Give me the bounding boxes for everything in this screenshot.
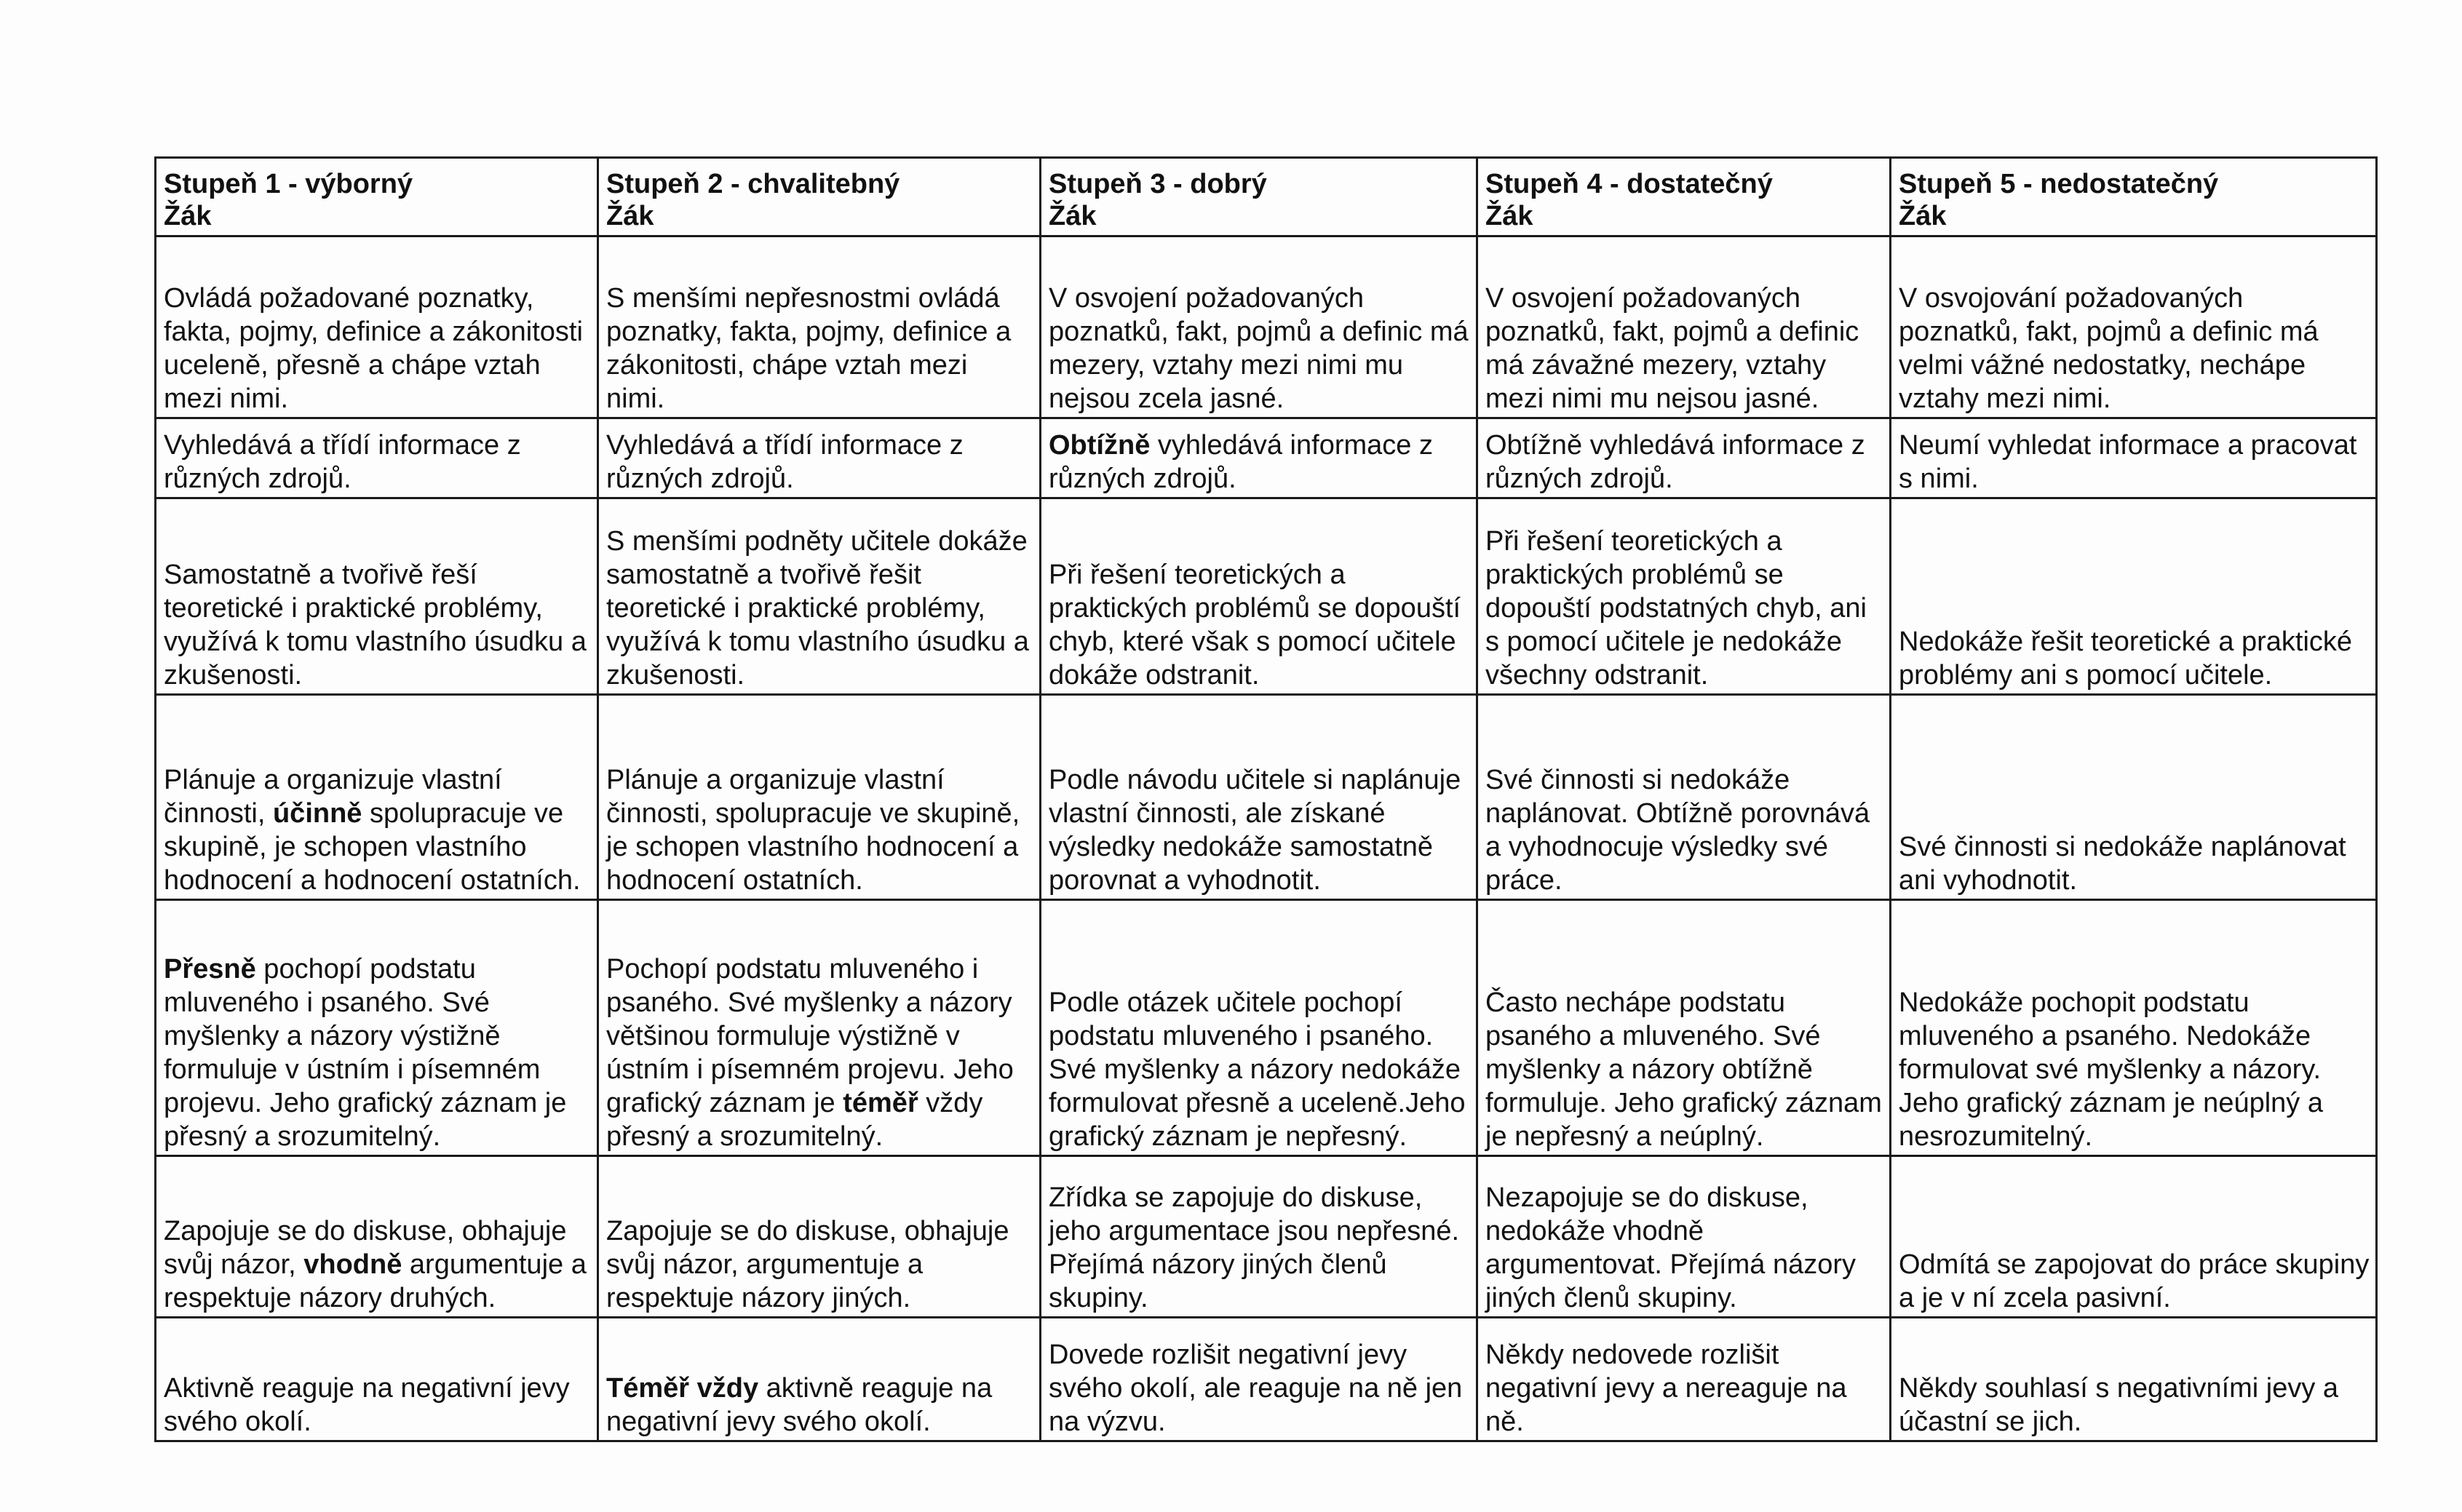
cell-text: pochopí podstatu mluveného i psaného. Své myšlenky a názory výstižně formuluje v ústním i písemném projevu. Jeho grafický záznam je přesný a srozumitelný. (164, 954, 567, 1152)
rubric-cell-grade-1 (156, 1318, 598, 1441)
cell-text: spolupracuje ve skupině, je schopen vlastního hodnocení a hodnocení ostatních. (164, 798, 581, 896)
grade-title: Stupeň 3 - dobrý (1049, 169, 1267, 199)
cell-text: Dovede rozlišit negativní jevy svého okolí, ale reaguje na ně jen na výzvu. (1049, 1340, 1463, 1437)
rubric-cell-grade-2 (598, 236, 1041, 418)
cell-text: vyhledává informace z různých zdrojů. (1049, 430, 1433, 494)
cell-text: Nezapojuje se do diskuse, nedokáže vhodně argumentovat. Přejímá názory jiných členů skupiny. (1485, 1182, 1857, 1313)
emphasized-text: účinně (272, 798, 362, 829)
rubric-cell-grade-5 (1891, 418, 2377, 498)
rubric-row-knowledge (156, 236, 2377, 418)
grade-subtitle: Žák (164, 201, 212, 231)
grading-rubric-table (154, 156, 2378, 1442)
cell-text: V osvojování požadovaných poznatků, fakt, pojmů a definic má velmi vážné nedostatky, nechápe vztahy mezi nimi. (1899, 283, 2319, 414)
emphasized-text: téměř (843, 1088, 918, 1118)
grade-subtitle: Žák (606, 201, 654, 231)
rubric-cell-grade-2 (598, 695, 1041, 900)
rubric-cell-grade-2 (598, 418, 1041, 498)
rubric-cell-grade-4 (1477, 900, 1891, 1156)
grade-title: Stupeň 5 - nedostatečný (1899, 169, 2219, 199)
cell-text: Pochopí podstatu mluveného i psaného. Své myšlenky a názory většinou formuluje výstižně v ústním i písemném projevu. Jeho grafický záznam je (606, 954, 1014, 1118)
rubric-body (156, 236, 2377, 1441)
grade-subtitle: Žák (1485, 201, 1533, 231)
cell-text: Neumí vyhledat informace a pracovat s nimi. (1899, 430, 2357, 494)
cell-text: Podle návodu učitele si naplánuje vlastní činnosti, ale získané výsledky nedokáže samostatně porovnat a vyhodnotit. (1049, 765, 1461, 896)
rubric-row-negative-phenomena (156, 1318, 2377, 1441)
rubric-cell-grade-3 (1041, 418, 1477, 498)
rubric-cell-grade-1 (156, 236, 598, 418)
cell-text: V osvojení požadovaných poznatků, fakt, pojmů a definic má závažné mezery, vztahy mezi nimi mu nejsou jasné. (1485, 283, 1859, 414)
cell-text: Odmítá se zapojovat do práce skupiny a je v ní zcela pasivní. (1899, 1249, 2370, 1313)
header-grade-4 (1477, 158, 1891, 236)
rubric-cell-grade-4 (1477, 1156, 1891, 1318)
rubric-cell-grade-5 (1891, 900, 2377, 1156)
rubric-cell-grade-5 (1891, 695, 2377, 900)
cell-text: V osvojení požadovaných poznatků, fakt, pojmů a definic má mezery, vztahy mezi nimi mu nejsou zcela jasné. (1049, 283, 1469, 414)
rubric-cell-grade-3 (1041, 695, 1477, 900)
rubric-row-discussion (156, 1156, 2377, 1318)
rubric-cell-grade-3 (1041, 1156, 1477, 1318)
cell-text: Při řešení teoretických a praktických problémů se dopouští podstatných chyb, ani s pomocí učitele je nedokáže všechny odstranit. (1485, 526, 1867, 691)
cell-text: Zapojuje se do diskuse, obhajuje svůj názor, argumentuje a respektuje názory jiných. (606, 1216, 1009, 1313)
cell-text: Nedokáže řešit teoretické a praktické problémy ani s pomocí učitele. (1899, 626, 2353, 691)
cell-text: vždy přesný a srozumitelný. (606, 1088, 983, 1152)
cell-text: aktivně reaguje na negativní jevy svého okolí. (606, 1373, 993, 1437)
emphasized-text: Obtížně (1049, 430, 1151, 461)
emphasized-text: vhodně (303, 1249, 402, 1280)
cell-text: Zapojuje se do diskuse, obhajuje svůj názor, (164, 1216, 567, 1280)
header-grade-2 (598, 158, 1041, 236)
rubric-cell-grade-1 (156, 695, 598, 900)
cell-text: Plánuje a organizuje vlastní činnosti, spolupracuje ve skupině, je schopen vlastního hodnocení a hodnocení ostatních. (606, 765, 1020, 896)
rubric-cell-grade-1 (156, 498, 598, 695)
cell-text: Samostatně a tvořivě řeší teoretické i praktické problémy, využívá k tomu vlastního úsudku a zkušenosti. (164, 560, 587, 691)
cell-text: Ovládá požadované poznatky, fakta, pojmy, definice a zákonitosti uceleně, přesně a chápe vztah mezi nimi. (164, 283, 583, 414)
rubric-cell-grade-2 (598, 1318, 1041, 1441)
cell-text: Obtížně vyhledává informace z různých zdrojů. (1485, 430, 1865, 494)
emphasized-text: Přesně (164, 954, 256, 984)
header-grade-3 (1041, 158, 1477, 236)
grade-title: Stupeň 4 - dostatečný (1485, 169, 1773, 199)
rubric-cell-grade-3 (1041, 498, 1477, 695)
cell-text: argumentuje a respektuje názory druhých. (164, 1249, 587, 1313)
rubric-cell-grade-4 (1477, 418, 1891, 498)
grade-title: Stupeň 1 - výborný (164, 169, 413, 199)
rubric-cell-grade-5 (1891, 1156, 2377, 1318)
rubric-row-problem-solving (156, 498, 2377, 695)
cell-text: Své činnosti si nedokáže naplánovat ani vyhodnotit. (1899, 832, 2346, 896)
rubric-cell-grade-3 (1041, 236, 1477, 418)
rubric-cell-grade-2 (598, 1156, 1041, 1318)
header-row (156, 158, 2377, 236)
cell-text: Podle otázek učitele pochopí podstatu mluveného i psaného. Své myšlenky a názory nedokáže formulovat přesně a uceleně.Jeho grafický záznam je nepřesný. (1049, 987, 1466, 1152)
rubric-cell-grade-2 (598, 900, 1041, 1156)
rubric-cell-grade-3 (1041, 1318, 1477, 1441)
grade-subtitle: Žák (1899, 201, 1947, 231)
cell-text: Často nechápe podstatu psaného a mluveného. Své myšlenky a názory obtížně formuluje. Jeho grafický záznam je nepřesný a neúplný. (1485, 987, 1882, 1152)
cell-text: Vyhledává a třídí informace z různých zdrojů. (164, 430, 521, 494)
rubric-cell-grade-4 (1477, 236, 1891, 418)
cell-text: S menšími podněty učitele dokáže samostatně a tvořivě řešit teoretické i praktické problémy, využívá k tomu vlastního úsudku a zkušenosti. (606, 526, 1029, 691)
cell-text: Někdy souhlasí s negativními jevy a účastní se jich. (1899, 1373, 2339, 1437)
cell-text: S menšími nepřesnostmi ovládá poznatky, fakta, pojmy, definice a zákonitosti, chápe vztah mezi nimi. (606, 283, 1012, 414)
rubric-cell-grade-4 (1477, 1318, 1891, 1441)
rubric-cell-grade-2 (598, 498, 1041, 695)
header-grade-1 (156, 158, 598, 236)
cell-text: Své činnosti si nedokáže naplánovat. Obtížně porovnává a vyhodnocuje výsledky své práce. (1485, 765, 1870, 896)
rubric-cell-grade-5 (1891, 236, 2377, 418)
cell-text: Plánuje a organizuje vlastní činnosti, (164, 765, 502, 829)
rubric-cell-grade-4 (1477, 498, 1891, 695)
rubric-cell-grade-5 (1891, 498, 2377, 695)
rubric-cell-grade-4 (1477, 695, 1891, 900)
cell-text: Nedokáže pochopit podstatu mluveného a psaného. Nedokáže formulovat své myšlenky a názory. Jeho grafický záznam je neúplný a nesrozumitelný. (1899, 987, 2323, 1152)
cell-text: Někdy nedovede rozlišit negativní jevy a nereaguje na ně. (1485, 1340, 1847, 1437)
rubric-cell-grade-1 (156, 1156, 598, 1318)
rubric-cell-grade-1 (156, 418, 598, 498)
rubric-row-communication (156, 900, 2377, 1156)
rubric-cell-grade-5 (1891, 1318, 2377, 1441)
cell-text: Zřídka se zapojuje do diskuse, jeho argumentace jsou nepřesné. Přejímá názory jiných členů skupiny. (1049, 1182, 1460, 1313)
rubric-cell-grade-1 (156, 900, 598, 1156)
cell-text: Při řešení teoretických a praktických problémů se dopouští chyb, které však s pomocí učitele dokáže odstranit. (1049, 560, 1461, 691)
cell-text: Vyhledává a třídí informace z různých zdrojů. (606, 430, 964, 494)
rubric-row-planning (156, 695, 2377, 900)
emphasized-text: Téměř vždy (606, 1373, 759, 1404)
grade-title: Stupeň 2 - chvalitebný (606, 169, 900, 199)
header-grade-5 (1891, 158, 2377, 236)
cell-text: Aktivně reaguje na negativní jevy svého okolí. (164, 1373, 570, 1437)
rubric-cell-grade-3 (1041, 900, 1477, 1156)
grade-subtitle: Žák (1049, 201, 1097, 231)
rubric-row-information (156, 418, 2377, 498)
